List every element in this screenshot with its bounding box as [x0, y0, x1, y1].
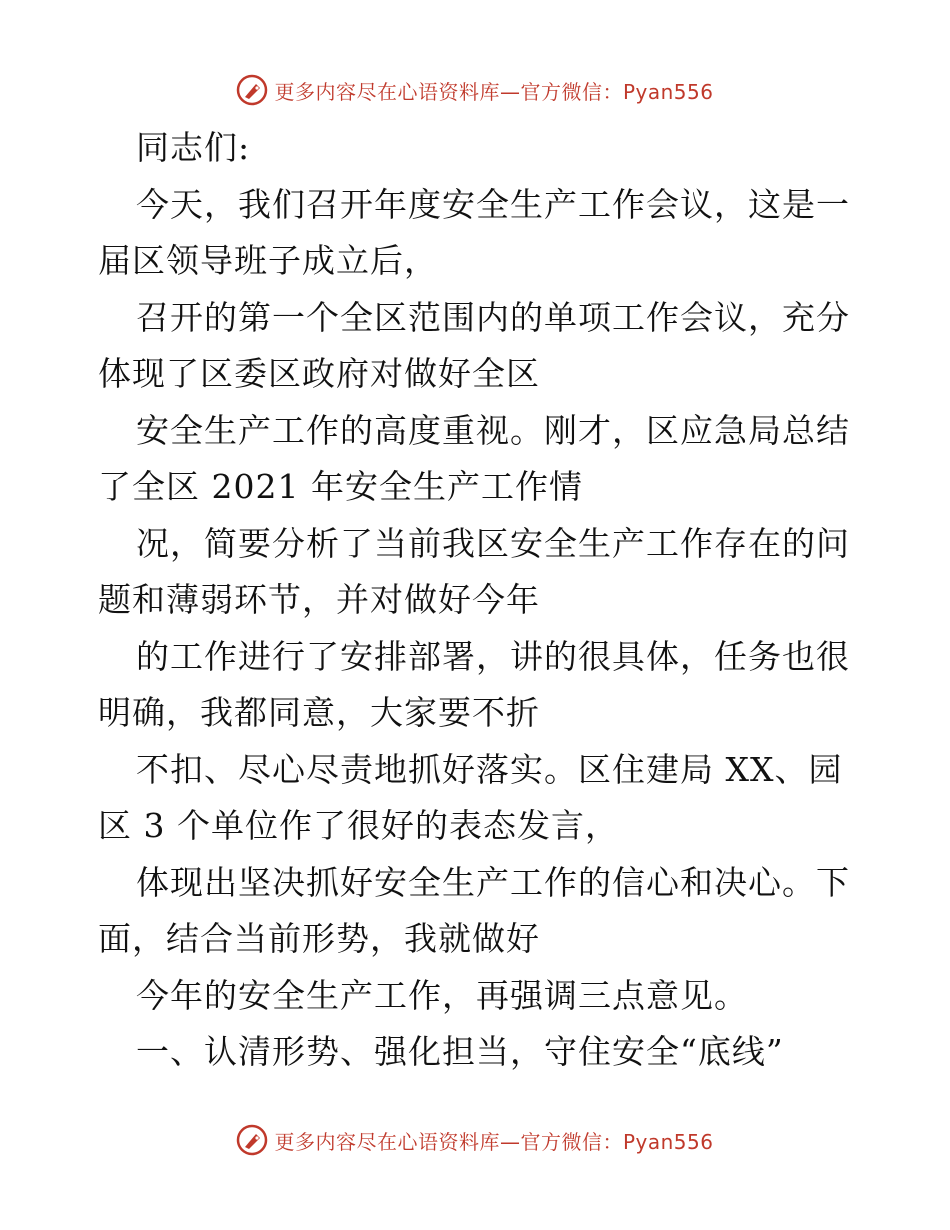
body-text-line: 一、认清形势、强化担当，守住安全“底线” — [136, 1032, 784, 1071]
body-text-line: 题和薄弱环节，并对做好今年 — [98, 580, 540, 619]
body-text-line: 今年的安全生产工作，再强调三点意见。 — [136, 975, 748, 1015]
body-text-line: 况，简要分析了当前我区安全生产工作存在的问 — [136, 523, 850, 563]
body-text-line: 体现出坚决抓好安全生产工作的信心和决心。下 — [136, 862, 850, 902]
body-text-line: 不扣、尽心尽责地抓好落实。区住建局 XX、园 — [136, 749, 843, 789]
pen-nib-logo-icon — [236, 74, 268, 106]
body-text-line: 安全生产工作的高度重视。刚才，区应急局总结 — [136, 410, 850, 450]
body-text-line: 面，结合当前形势，我就做好 — [98, 919, 540, 958]
body-text-line: 区 3 个单位作了很好的表态发言， — [98, 806, 619, 845]
footer-banner-text: 更多内容尽在心语资料库—官方微信：Pyan556 — [274, 1129, 714, 1154]
body-text-line: 明确，我都同意，大家要不折 — [98, 693, 540, 732]
document-body — [98, 120, 858, 1081]
body-text-line: 届区领导班子成立后， — [98, 241, 438, 280]
header-banner-text: 更多内容尽在心语资料库—官方微信：Pyan556 — [274, 79, 714, 104]
body-text-line: 的工作进行了安排部署，讲的很具体，任务也很 — [136, 636, 850, 676]
body-text-line: 今天，我们召开年度安全生产工作会议，这是一 — [136, 184, 850, 224]
body-text-line: 同志们: — [136, 128, 251, 167]
footer-banner — [0, 1124, 950, 1156]
header-banner — [0, 74, 950, 106]
pen-nib-logo-icon — [236, 1124, 268, 1156]
body-text-line: 体现了区委区政府对做好全区 — [98, 354, 540, 393]
body-text-line: 了全区 2021 年安全生产工作情 — [98, 467, 583, 506]
body-text-line: 召开的第一个全区范围内的单项工作会议，充分 — [136, 297, 850, 337]
